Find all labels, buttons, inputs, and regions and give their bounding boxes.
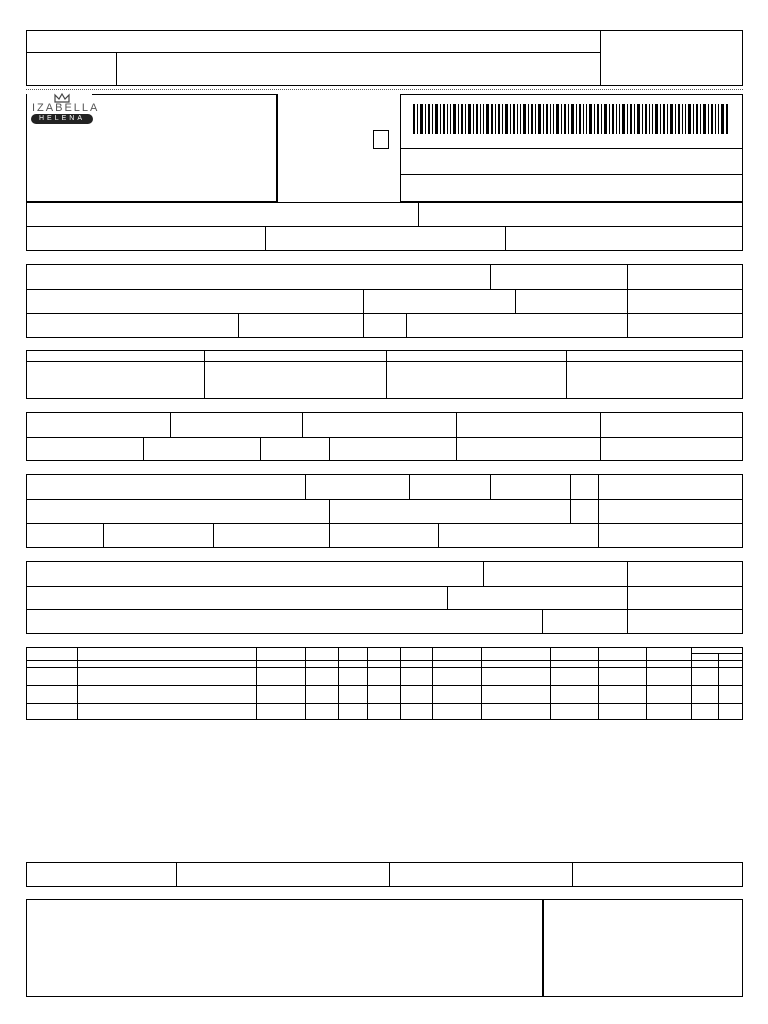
trans-v8 [213,523,214,548]
trans-v4 [570,474,571,523]
nature-operation-row [26,202,743,227]
service-v3 [447,586,448,609]
header-col-divider-2 [116,52,117,86]
transporter-row-2 [26,523,743,524]
prod-col-8 [481,647,482,720]
trans-v9 [438,523,439,548]
barcode-divider-2 [400,174,743,175]
recipient-v5 [238,313,239,338]
logo-wordmark: IZABELLA [32,102,100,114]
products-header-line [26,660,743,661]
products-subhead [691,653,743,654]
issqn-frame [26,862,743,887]
prod-col-3 [305,647,306,720]
tax-v5 [143,437,144,461]
recipient-v3 [363,289,364,338]
products-table [26,647,743,720]
nature-divider [418,202,419,227]
emitter-right-edge [277,94,278,202]
products-row-1 [26,667,743,668]
header-frame [26,30,743,86]
issqn-v3 [572,862,573,887]
transporter-frame [26,474,743,548]
service-v4 [542,609,543,634]
tax-v6 [260,437,261,461]
additional-info-frame [26,899,743,997]
prod-col-1 [77,647,78,720]
trans-v3 [490,474,491,499]
tax-v7 [329,437,330,461]
barcode-icon [413,104,729,134]
recipient-v4 [515,289,516,313]
invoice-v1 [204,350,205,399]
tax-v2 [302,412,303,437]
trans-v1 [305,474,306,499]
invoice-frame [26,350,743,399]
service-row-2 [26,609,743,610]
entry-exit-box [373,130,389,149]
products-row-3 [26,703,743,704]
service-v2 [627,561,628,634]
service-frame [26,561,743,634]
recipient-v1 [490,264,491,289]
recipient-v6 [406,313,407,338]
products-row-2 [26,685,743,686]
recipient-row-2 [26,313,743,314]
trans-v6 [329,499,330,548]
invoice-header-line [26,361,743,362]
recipient-frame [26,264,743,338]
prod-col-11 [646,647,647,720]
barcode-divider-1 [400,148,743,149]
issqn-v1 [176,862,177,887]
recipient-row-1 [26,289,743,290]
invoice-v3 [566,350,567,399]
tax-v3 [456,412,457,461]
service-row-1 [26,586,743,587]
trans-v5 [598,474,599,548]
prod-col-4 [338,647,339,720]
recipient-v2 [627,264,628,338]
tax-v4 [600,412,601,461]
logo-subword: HELENA [31,114,93,124]
invoice-v2 [386,350,387,399]
emitter-top-border [92,94,277,95]
prod-col-5 [367,647,368,720]
trans-v7 [103,523,104,548]
tax-v1 [170,412,171,437]
transporter-row-1 [26,499,743,500]
prod-col-10 [598,647,599,720]
state-reg-div-2 [505,227,506,251]
service-v1 [483,561,484,586]
prod-col-7 [432,647,433,720]
header-col-divider [600,30,601,86]
cut-line [26,89,743,90]
tax-calc-row [26,437,743,438]
issqn-v2 [389,862,390,887]
additional-info-divider [542,899,544,997]
state-reg-div-1 [265,227,266,251]
prod-col-9 [550,647,551,720]
header-divider [26,52,600,53]
prod-col-13 [718,653,719,720]
state-registration-row [26,227,743,251]
prod-col-2 [256,647,257,720]
trans-v2 [409,474,410,499]
prod-col-6 [400,647,401,720]
prod-col-12 [691,647,692,720]
